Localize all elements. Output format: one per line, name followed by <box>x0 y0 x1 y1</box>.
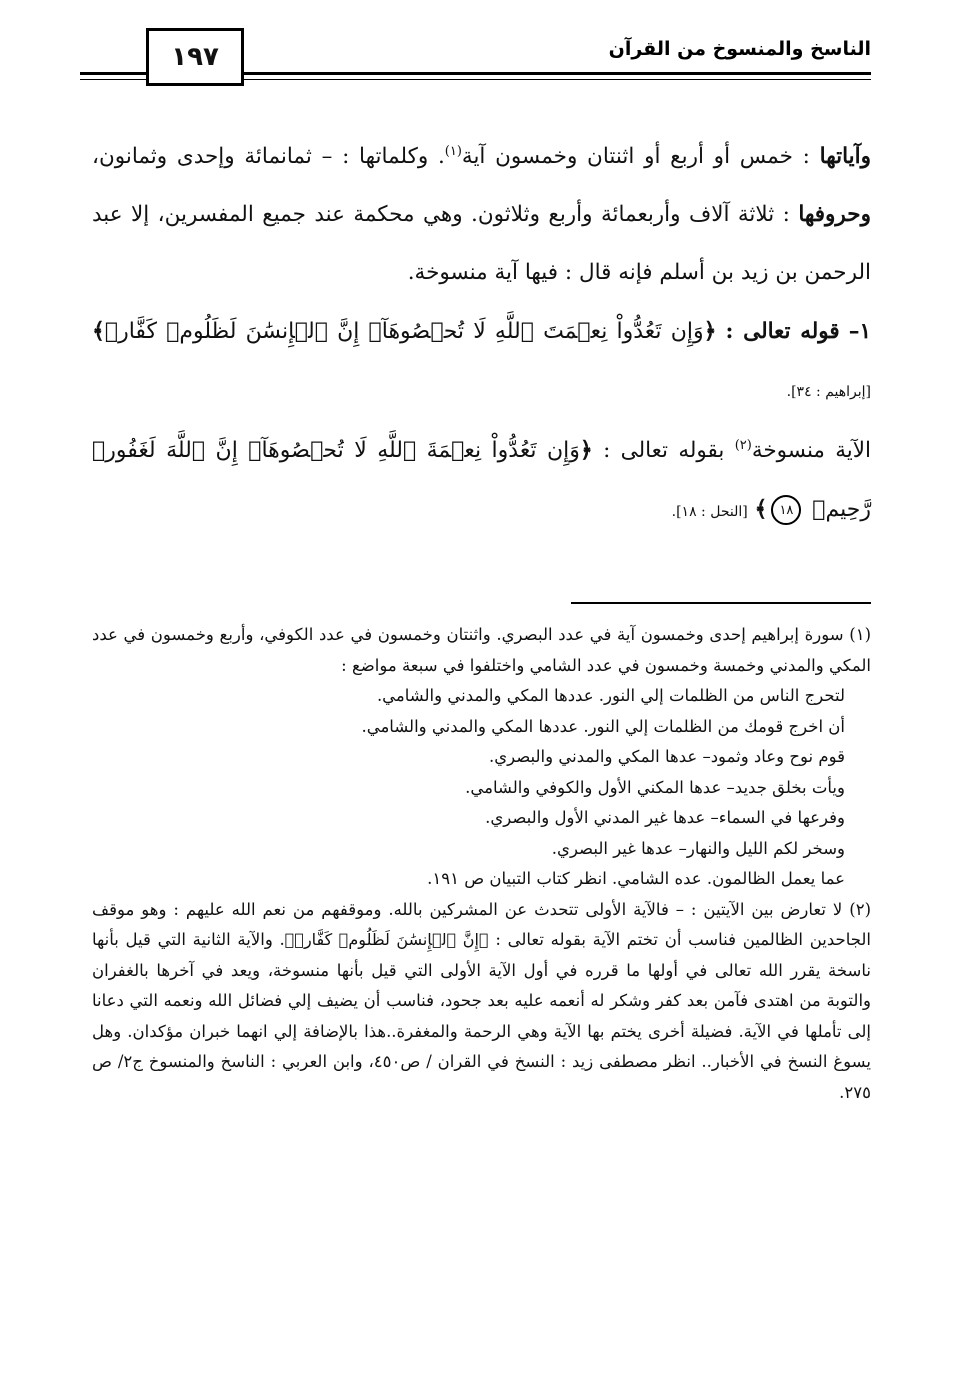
item2-verse: وَإِن تَعُدُّواْ نِعۡمَةَ ٱللَّهِ لَا تُحۡصُوهَآۗ إِنَّ ٱللَّهَ لَغَفُورٞ رَّحِيمٞ <box>92 438 871 522</box>
place-item: ويأت بخلق جديد– عدها المكني الأول والكوفي والشامي. <box>465 777 845 797</box>
item-2 <box>92 421 871 541</box>
item1-number: ١– <box>848 319 872 344</box>
paragraph-verse-count <box>92 128 871 302</box>
item2-open-bracket: ﴿ <box>579 437 593 463</box>
item-1 <box>92 302 871 421</box>
item1-close-bracket: ﴾ <box>92 318 105 344</box>
footnote-ref-1[interactable]: (١) <box>444 143 462 159</box>
main-text <box>92 128 871 541</box>
page-number: ١٩٧ <box>146 28 244 86</box>
footnote-2-text-a: لا تعارض بين الآيتين : – فالآية الأولى تتحدث عن المشركين بالله. وموقفهم من نعم الله عليهم : وهو موقف الجاحدين الظالمين فناسب أن تختم الآية بقوله تعالى : <box>92 899 872 949</box>
footnote-2-mark: (٢) <box>849 899 871 919</box>
footnotes <box>92 620 871 1108</box>
item2-surah-ref: [النحل : ١٨]. <box>671 504 748 520</box>
item2-intro: الآية منسوخة <box>751 438 871 463</box>
footnote-2 <box>92 895 871 1109</box>
item1-intro: قوله تعالى : <box>725 319 840 344</box>
place-item: قوم نوح وعاد وثمود– عدها المكي والمدني والبصري. <box>488 747 845 766</box>
label-ayat: وآياتها <box>819 144 871 169</box>
place-item: عما يعمل الظالمون. عده الشامي. انظر كتاب التبيان ص ١٩١. <box>427 869 845 888</box>
place-item: لتحرج الناس من الظلمات إلي النور. عددها المكي والمدني والشامي. <box>376 686 845 705</box>
running-title: الناسخ والمنسوخ من القرآن <box>608 38 871 60</box>
para1-text-a: : خمس أو أربع أو اثنتان وخمسون آية <box>461 144 810 169</box>
footnote-separator <box>571 602 871 604</box>
label-huruf: وحروفها <box>798 202 871 227</box>
place-item: وسخر لكم الليل والنهار– عدها غير البصري. <box>551 838 845 858</box>
item2-intro-b: بقوله تعالى : <box>603 438 725 463</box>
footnote-1-text: سورة إبراهيم إحدى وخمسون آية في عدد البصري. واثنتان وخمسون في عدد الكوفي، وأربع وخمسون في عدد المكي والمدني وخمسة وخمسون في عدد الشامي واختلفوا في سبعة مواضع : <box>92 625 871 675</box>
item2-close-bracket: ﴾ <box>754 496 768 522</box>
item1-verse: وَإِن تَعُدُّواْ نِعۡمَتَ ٱللَّهِ لَا تُحۡصُوهَآۗ إِنَّ ٱلۡإِنسَٰنَ لَظَلُومٞ كَفَّارٞ <box>104 319 704 344</box>
place-item: وفرعها في السماء– عدها غير المدني الأول والبصري. <box>485 808 845 827</box>
footnote-1 <box>92 620 871 895</box>
para1-text-c: : ثلاثة آلاف وأربعمائة وأربع وثلاثون. وهي محكمة عند جميع المفسرين، إلا عبد الرحمن بن زيد بن أسلم فإنه قال : فيها آية منسوخة. <box>92 202 871 285</box>
footnote-ref-2[interactable]: (٢) <box>734 437 752 453</box>
footnote-1-mark: (١) <box>849 625 871 644</box>
place-item: أن اخرج قومك من الظلمات إلي النور. عددها المكي والمدني والشامي. <box>361 716 845 736</box>
page-header <box>80 28 871 92</box>
item1-open-bracket: ﴿ <box>703 318 717 344</box>
footnote-2-verse: ﴿إِنَّ ٱلۡإِنسَٰنَ لَظَلُومٞ كَفَّارٞ﴾ <box>284 930 489 949</box>
footnote-1-places <box>92 681 871 895</box>
ayah-number-marker: ١٨ <box>771 495 801 525</box>
footnote-2-text-b: . والآية الثانية التي قيل بأنها ناسخة يقرر الله تعالى في أولها ما قرره في أول الآية الأولى التي قيل بأنها منسوخة، ويعد في آخرها بالغفران والتوبة من اهتدى فآمن بعد كفر وشكر له أنعمه عليه بعد جحود، فناسب أن يضيف إلي فضائل الله ونعمه التي دعانا إلى تأملها في الآية. فضيلة أخرى يختم بها الآية وهي الرحمة والمغفرة..هذا بالإضافة إلي انهما خبران مؤكدان. وهل يسوغ النسخ في الأخبار.. انظر مصطفى زيد : النسخ في القران / ص٤٥٠، وابن العربي : الناسخ والمنسوخ ج٢/ ص ٢٧٥. <box>92 930 871 1102</box>
item1-surah-ref: [إبراهيم : ٣٤]. <box>786 384 871 400</box>
para1-text-b: . وكلماتها : – ثمانمائة وإحدى وثمانون، <box>92 144 445 169</box>
